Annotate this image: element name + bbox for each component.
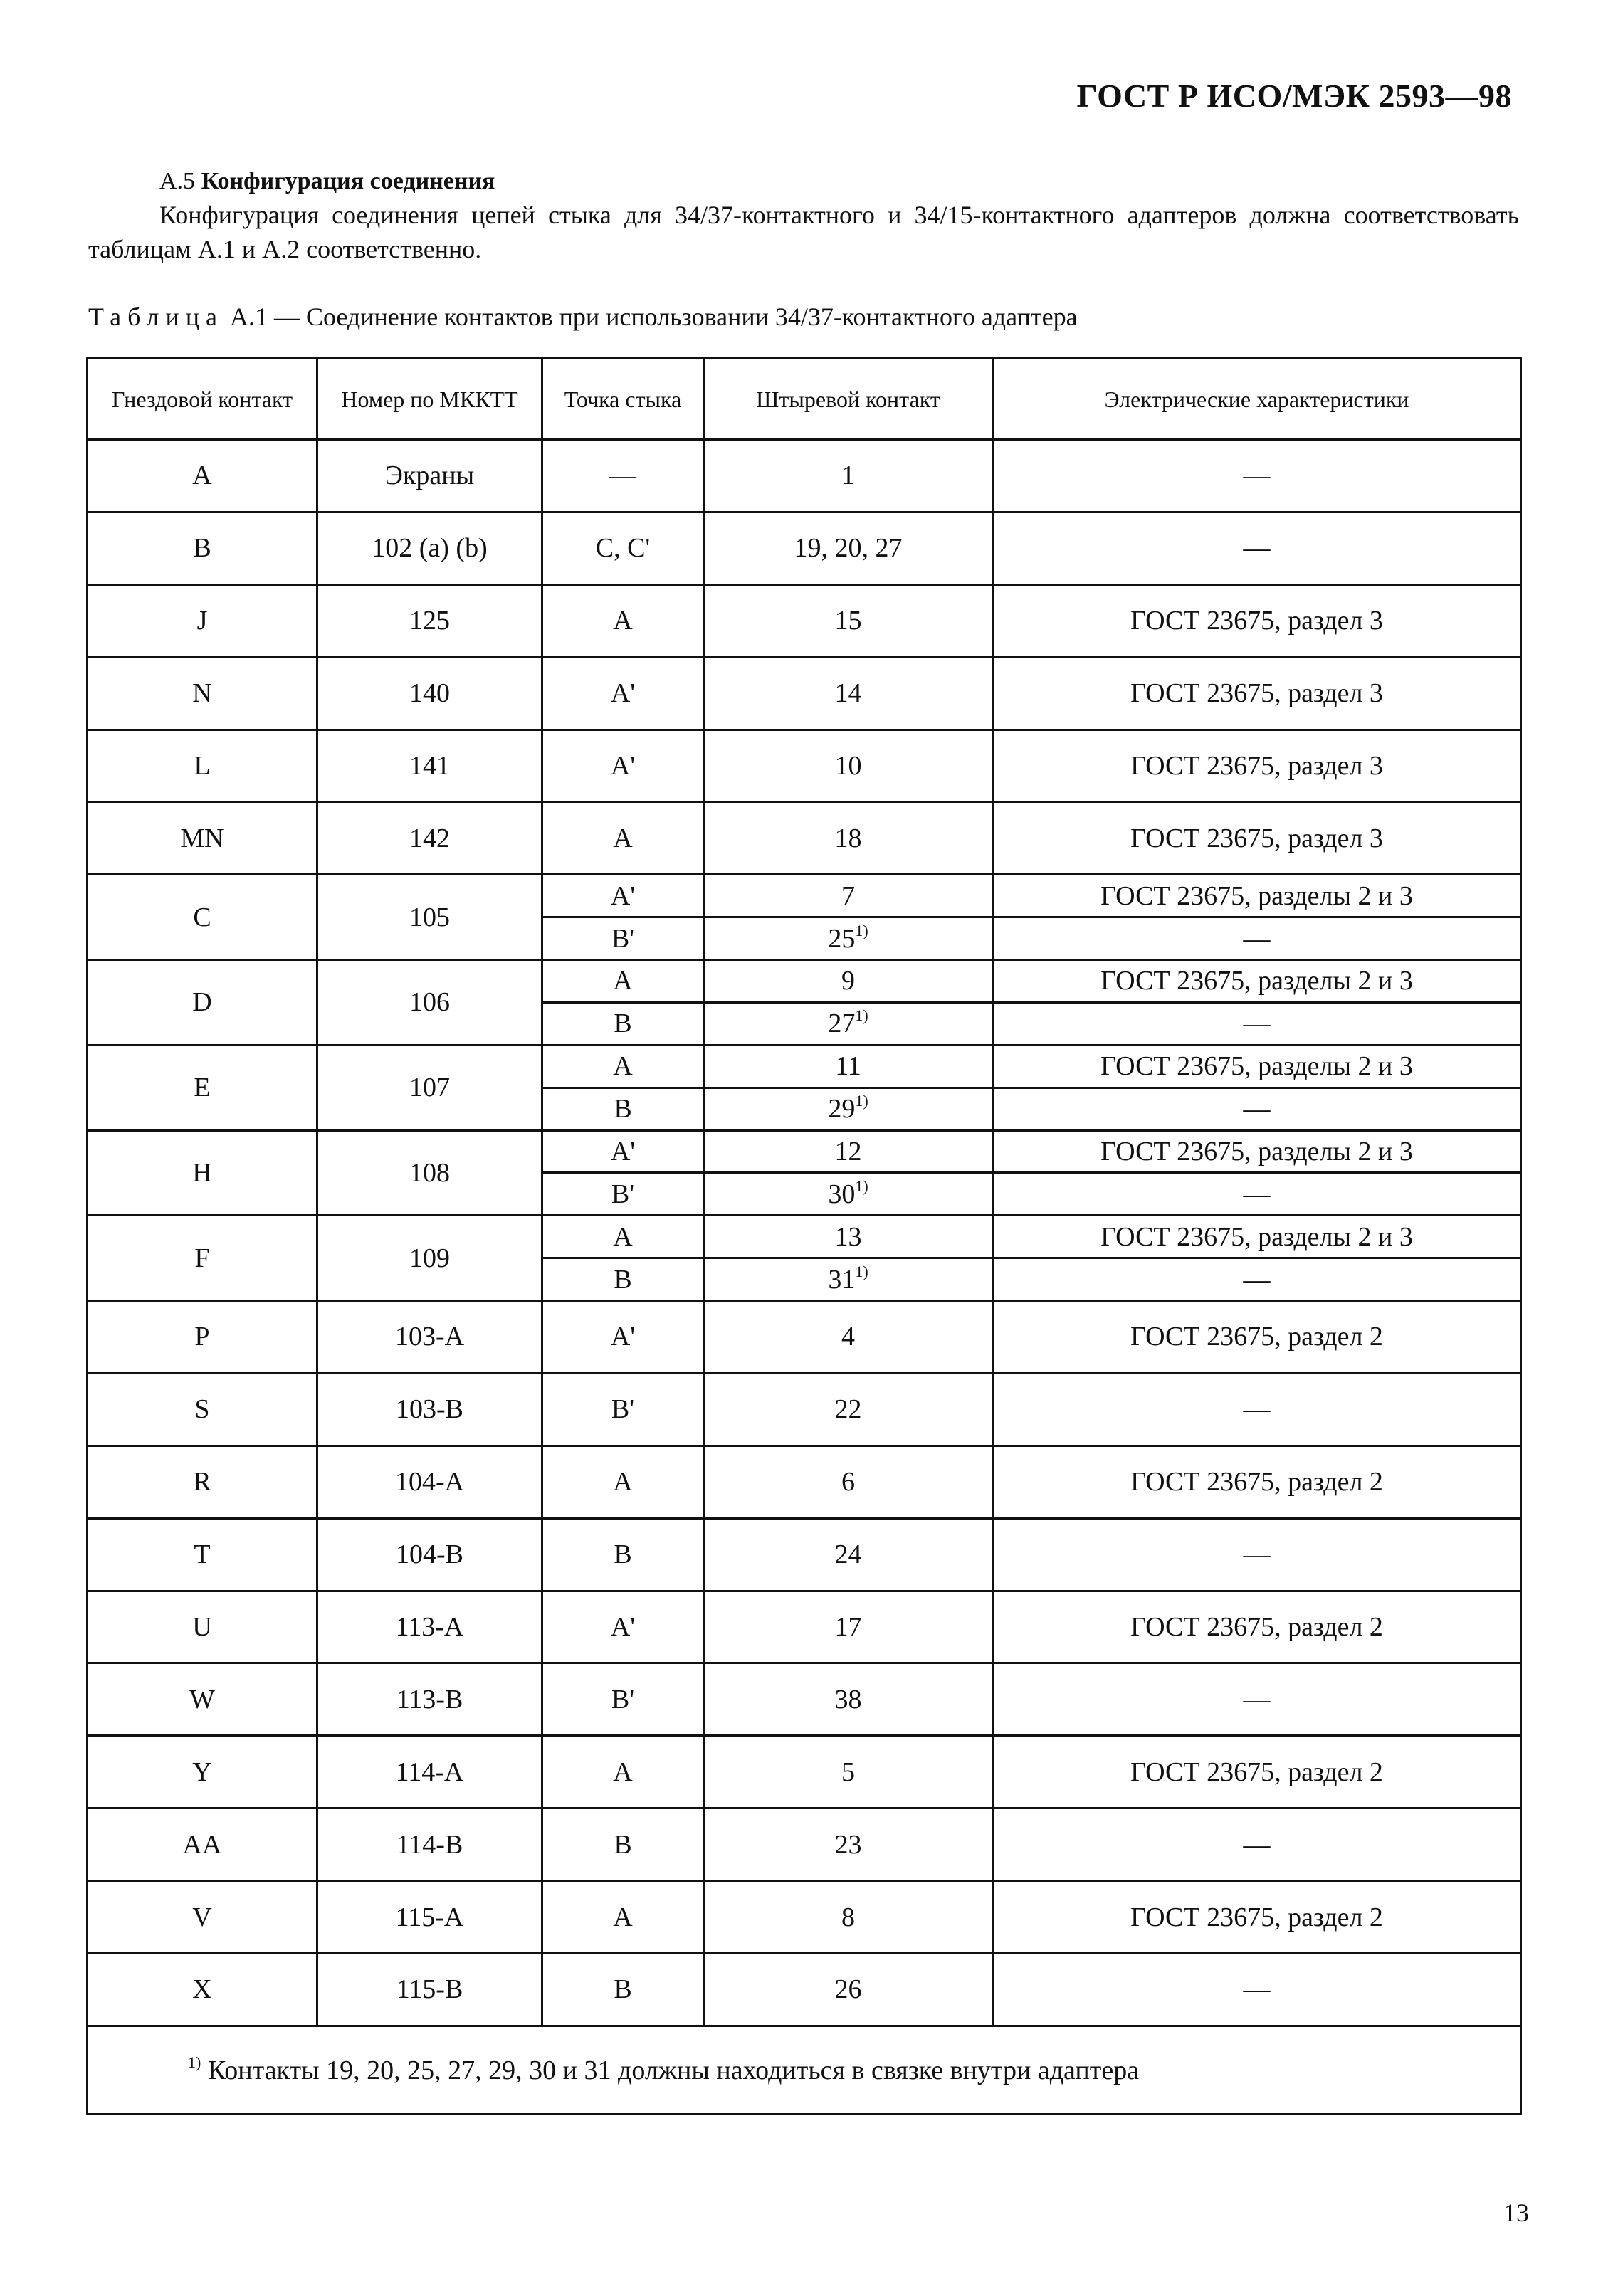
- characteristics-cell: —: [993, 1663, 1521, 1736]
- point-cell: А': [542, 1130, 704, 1173]
- pin-value: 24: [834, 1539, 862, 1570]
- characteristics-cell: —: [993, 1953, 1521, 2026]
- point-cell: А: [542, 584, 704, 657]
- footnote-ref: 1): [855, 1262, 868, 1280]
- table-row: [88, 1216, 1521, 1258]
- socket-cell: А: [88, 440, 317, 512]
- point-cell: А': [542, 657, 704, 730]
- footnote-ref: 1): [855, 921, 868, 939]
- contact-table: [86, 357, 1522, 2115]
- pin-cell: [704, 960, 993, 1003]
- pin-cell: [704, 1808, 993, 1881]
- table-row: [88, 1300, 1521, 1373]
- socket-cell: U: [88, 1591, 317, 1663]
- column-header: Штыревой контакт: [704, 359, 993, 440]
- ccitt-cell: 103-В: [317, 1373, 542, 1445]
- pin-cell: [704, 875, 993, 917]
- ccitt-cell: 102 (а) (b): [317, 512, 542, 584]
- table-row: [88, 802, 1521, 875]
- point-cell: В: [542, 1258, 704, 1301]
- page-number: 13: [1503, 2198, 1529, 2227]
- section-number: А.5: [159, 168, 196, 194]
- table-row: [88, 1373, 1521, 1445]
- ccitt-cell: 109: [317, 1216, 542, 1301]
- characteristics-cell: ГОСТ 23675, раздел 3: [993, 802, 1521, 875]
- pin-value: 6: [841, 1467, 855, 1497]
- pin-cell: [704, 657, 993, 730]
- pin-cell: [704, 1258, 993, 1301]
- pin-cell: [704, 1130, 993, 1173]
- pin-cell: [704, 1173, 993, 1216]
- pin-cell: [704, 1591, 993, 1663]
- table-header-row: [88, 359, 1521, 440]
- table-caption: [88, 302, 1078, 332]
- ccitt-cell: 115-А: [317, 1881, 542, 1954]
- point-cell: В': [542, 917, 704, 960]
- footnote-ref: 1): [855, 1006, 868, 1025]
- pin-cell: [704, 1373, 993, 1445]
- ccitt-cell: 142: [317, 802, 542, 875]
- pin-cell: [704, 1300, 993, 1373]
- point-cell: А': [542, 875, 704, 917]
- socket-cell: R: [88, 1445, 317, 1518]
- pin-value: 5: [841, 1757, 855, 1787]
- ccitt-cell: 113-В: [317, 1663, 542, 1736]
- point-cell: В: [542, 1953, 704, 2026]
- footnote-ref: 1): [855, 1176, 868, 1195]
- ccitt-cell: 125: [317, 584, 542, 657]
- characteristics-cell: ГОСТ 23675, разделы 2 и 3: [993, 1045, 1521, 1088]
- caption-text: — Соединение контактов при использовании 34/37-контактного адаптера: [273, 302, 1078, 331]
- section-title: Конфигурация соединения: [201, 168, 495, 194]
- pin-value: 25: [828, 923, 856, 954]
- characteristics-cell: ГОСТ 23675, раздел 2: [993, 1736, 1521, 1808]
- section-paragraph: Конфигурация соединения цепей стыка для 34/37-контактного и 34/15-контактного адаптеров должна соответствовать таблицам А.1 и А.2 соответственно.: [88, 201, 1519, 263]
- socket-cell: Т: [88, 1518, 317, 1591]
- point-cell: А: [542, 1216, 704, 1258]
- pin-value: 12: [834, 1136, 862, 1167]
- socket-cell: F: [88, 1216, 317, 1301]
- pin-value: 22: [834, 1394, 862, 1425]
- pin-value: 11: [835, 1051, 861, 1082]
- ccitt-cell: 140: [317, 657, 542, 730]
- socket-cell: W: [88, 1663, 317, 1736]
- socket-cell: В: [88, 512, 317, 584]
- footnote-ref: 1): [855, 1092, 868, 1110]
- characteristics-cell: —: [993, 1808, 1521, 1881]
- table-row: [88, 584, 1521, 657]
- pin-value: 7: [841, 880, 855, 911]
- pin-cell: [704, 584, 993, 657]
- pin-cell: [704, 917, 993, 960]
- pin-value: 1: [841, 460, 855, 491]
- point-cell: —: [542, 440, 704, 512]
- characteristics-cell: —: [993, 1373, 1521, 1445]
- pin-cell: [704, 1045, 993, 1088]
- point-cell: А: [542, 1445, 704, 1518]
- characteristics-cell: —: [993, 1173, 1521, 1216]
- pin-value: 4: [841, 1322, 855, 1352]
- characteristics-cell: ГОСТ 23675, разделы 2 и 3: [993, 1216, 1521, 1258]
- pin-cell: [704, 730, 993, 802]
- pin-value: 38: [834, 1684, 862, 1715]
- ccitt-cell: 114-В: [317, 1808, 542, 1881]
- pin-value: 31: [828, 1264, 856, 1295]
- table-row: [88, 440, 1521, 512]
- pin-value: 23: [834, 1829, 862, 1860]
- socket-cell: D: [88, 960, 317, 1046]
- characteristics-cell: —: [993, 440, 1521, 512]
- socket-cell: MN: [88, 802, 317, 875]
- table-row: [88, 875, 1521, 917]
- point-cell: А: [542, 1045, 704, 1088]
- table-row: [88, 730, 1521, 802]
- point-cell: В': [542, 1173, 704, 1216]
- ccitt-cell: 115-В: [317, 1953, 542, 2026]
- point-cell: В': [542, 1663, 704, 1736]
- ccitt-cell: 104-В: [317, 1518, 542, 1591]
- section-heading: [159, 168, 495, 195]
- pin-value: 15: [834, 606, 862, 636]
- column-header: Номер по МККТТ: [317, 359, 542, 440]
- ccitt-cell: 106: [317, 960, 542, 1046]
- table-row: [88, 1808, 1521, 1881]
- socket-cell: АА: [88, 1808, 317, 1881]
- characteristics-cell: ГОСТ 23675, раздел 3: [993, 584, 1521, 657]
- ccitt-cell: 104-А: [317, 1445, 542, 1518]
- footnote-row: [88, 2026, 1521, 2115]
- pin-value: 13: [834, 1221, 862, 1252]
- socket-cell: С: [88, 875, 317, 960]
- point-cell: А: [542, 1881, 704, 1954]
- ccitt-cell: 107: [317, 1045, 542, 1130]
- pin-cell: [704, 1088, 993, 1130]
- pin-cell: [704, 1663, 993, 1736]
- socket-cell: L: [88, 730, 317, 802]
- pin-cell: [704, 1002, 993, 1045]
- pin-cell: [704, 440, 993, 512]
- pin-value: 9: [841, 966, 855, 996]
- point-cell: А': [542, 1591, 704, 1663]
- point-cell: В': [542, 1373, 704, 1445]
- characteristics-cell: ГОСТ 23675, разделы 2 и 3: [993, 875, 1521, 917]
- socket-cell: Е: [88, 1045, 317, 1130]
- pin-cell: [704, 1445, 993, 1518]
- socket-cell: Н: [88, 1130, 317, 1216]
- column-header: Точка стыка: [542, 359, 704, 440]
- pin-value: 10: [834, 751, 862, 781]
- pin-cell: [704, 1518, 993, 1591]
- characteristics-cell: —: [993, 1088, 1521, 1130]
- pin-value: 8: [841, 1902, 855, 1932]
- point-cell: В: [542, 1518, 704, 1591]
- table-row: [88, 1953, 1521, 2026]
- caption-number: А.1: [229, 302, 268, 331]
- point-cell: А': [542, 730, 704, 802]
- characteristics-cell: ГОСТ 23675, раздел 2: [993, 1300, 1521, 1373]
- pin-cell: [704, 1953, 993, 2026]
- characteristics-cell: ГОСТ 23675, раздел 3: [993, 657, 1521, 730]
- pin-cell: [704, 1216, 993, 1258]
- table-row: [88, 1663, 1521, 1736]
- point-cell: С, С': [542, 512, 704, 584]
- pin-value: 29: [828, 1094, 856, 1125]
- point-cell: А: [542, 1736, 704, 1808]
- socket-cell: N: [88, 657, 317, 730]
- characteristics-cell: —: [993, 1518, 1521, 1591]
- point-cell: В: [542, 1002, 704, 1045]
- table-row: [88, 1591, 1521, 1663]
- column-header: Электрические характеристики: [993, 359, 1521, 440]
- document-header: ГОСТ Р ИСО/МЭК 2593—98: [1076, 78, 1512, 114]
- pin-value: 26: [834, 1974, 862, 2005]
- pin-cell: [704, 1736, 993, 1808]
- point-cell: А': [542, 1300, 704, 1373]
- table-row: [88, 657, 1521, 730]
- pin-value: 19, 20, 27: [794, 533, 903, 564]
- characteristics-cell: —: [993, 512, 1521, 584]
- ccitt-cell: 141: [317, 730, 542, 802]
- characteristics-cell: ГОСТ 23675, раздел 2: [993, 1591, 1521, 1663]
- table-row: [88, 1130, 1521, 1173]
- pin-value: 14: [834, 678, 862, 709]
- point-cell: В: [542, 1808, 704, 1881]
- table-row: [88, 512, 1521, 584]
- table-row: [88, 1445, 1521, 1518]
- characteristics-cell: —: [993, 1002, 1521, 1045]
- ccitt-cell: 108: [317, 1130, 542, 1216]
- point-cell: А: [542, 960, 704, 1003]
- table-row: [88, 1045, 1521, 1088]
- characteristics-cell: ГОСТ 23675, раздел 3: [993, 730, 1521, 802]
- table-row: [88, 1736, 1521, 1808]
- socket-cell: Y: [88, 1736, 317, 1808]
- characteristics-cell: ГОСТ 23675, разделы 2 и 3: [993, 1130, 1521, 1173]
- ccitt-cell: 103-А: [317, 1300, 542, 1373]
- column-header: Гнездовой контакт: [88, 359, 317, 440]
- footnote-mark: 1): [188, 2053, 201, 2071]
- pin-value: 17: [834, 1611, 862, 1642]
- characteristics-cell: ГОСТ 23675, разделы 2 и 3: [993, 960, 1521, 1003]
- characteristics-cell: ГОСТ 23675, раздел 2: [993, 1445, 1521, 1518]
- table-row: [88, 1518, 1521, 1591]
- pin-value: 30: [828, 1179, 856, 1209]
- pin-cell: [704, 1881, 993, 1954]
- characteristics-cell: ГОСТ 23675, раздел 2: [993, 1881, 1521, 1954]
- point-cell: В: [542, 1088, 704, 1130]
- characteristics-cell: —: [993, 1258, 1521, 1301]
- socket-cell: J: [88, 584, 317, 657]
- pin-value: 18: [834, 823, 862, 853]
- socket-cell: V: [88, 1881, 317, 1954]
- caption-prefix: Таблица: [88, 302, 224, 331]
- socket-cell: S: [88, 1373, 317, 1445]
- pin-cell: [704, 802, 993, 875]
- ccitt-cell: Экраны: [317, 440, 542, 512]
- footnote: [88, 2026, 1521, 2115]
- table-row: [88, 960, 1521, 1003]
- pin-value: 27: [828, 1009, 856, 1039]
- table-row: [88, 1881, 1521, 1954]
- point-cell: А: [542, 802, 704, 875]
- footnote-text: Контакты 19, 20, 25, 27, 29, 30 и 31 должны находиться в связке внутри адаптера: [207, 2055, 1140, 2085]
- characteristics-cell: —: [993, 917, 1521, 960]
- ccitt-cell: 113-А: [317, 1591, 542, 1663]
- pin-cell: [704, 512, 993, 584]
- socket-cell: X: [88, 1953, 317, 2026]
- socket-cell: Р: [88, 1300, 317, 1373]
- ccitt-cell: 114-А: [317, 1736, 542, 1808]
- ccitt-cell: 105: [317, 875, 542, 960]
